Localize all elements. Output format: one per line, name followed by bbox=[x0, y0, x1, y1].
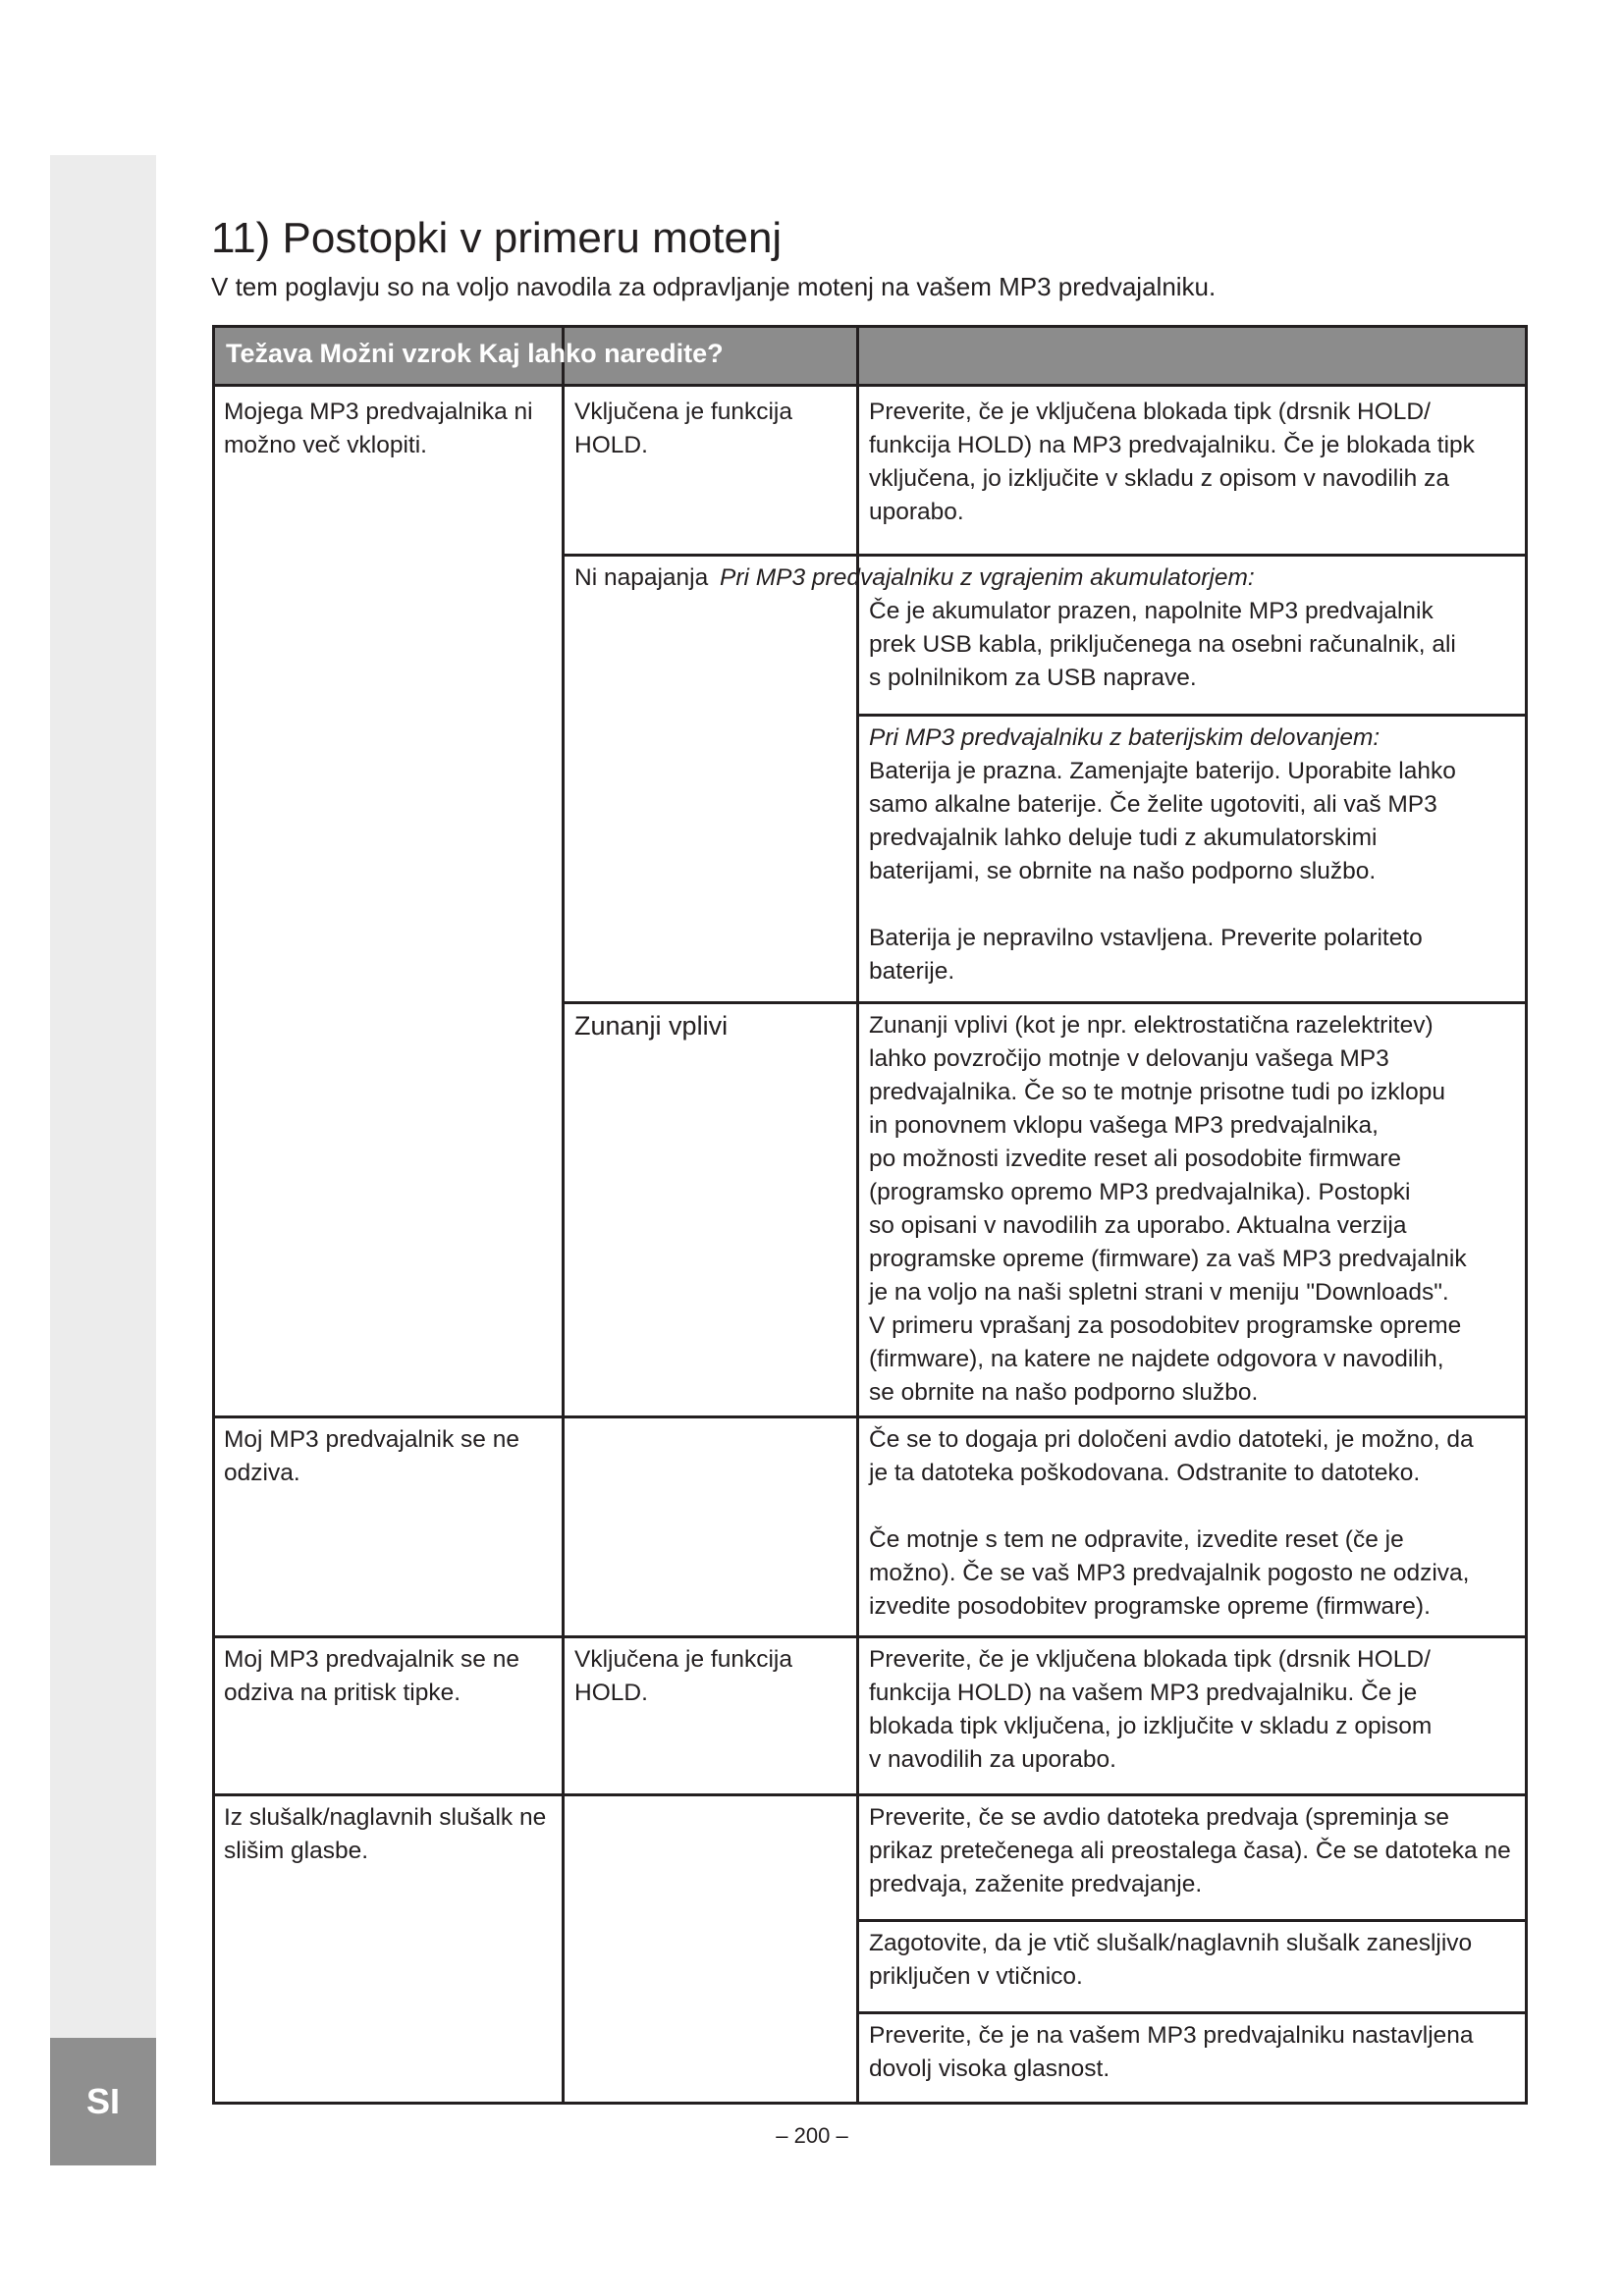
problem-cell: Iz slušalk/naglavnih slušalk ne slišim glasbe. bbox=[224, 1804, 547, 1864]
solution-cell: Preverite, če je vključena blokada tipk (drsnik HOLD/ funkcija HOLD) na MP3 predvajalniku. Če je blokada tipk vključena, jo izključite v skladu z opisom v navodilih za uporabo. bbox=[869, 399, 1475, 525]
grid-line bbox=[212, 325, 1528, 328]
grid-line bbox=[562, 554, 1528, 557]
solution-cell: Pri MP3 predvajalniku z baterijskim delovanjem: Baterija je prazna. Zamenjajte baterijo. Uporabite lahko samo alkalne baterije. Če želite ugotoviti, ali vaš MP3 predvajalnik lahko deluje tudi z akumulatorskimi baterijami, se obrnite na našo podporno službo. Baterija je nepravilno vstavljena. Preverite polariteto baterije. bbox=[869, 721, 1522, 988]
solution-cell: Preverite, če je vključena blokada tipk (drsnik HOLD/ funkcija HOLD) na vašem MP3 predvajalniku. Če je blokada tipk vključena, jo izključite v skladu z opisom v navodilih za uporabo. bbox=[869, 1646, 1433, 1773]
cause-cell: Zunanji vplivi bbox=[574, 1011, 729, 1041]
side-margin-bar bbox=[50, 155, 156, 2038]
solution-heading: Pri MP3 predvajalniku z vgrajenim akumulatorjem: bbox=[720, 564, 1255, 591]
problem-cell: Mojega MP3 predvajalnika ni možno več vklopiti. bbox=[224, 399, 533, 458]
grid-line bbox=[562, 325, 565, 2105]
grid-line bbox=[212, 384, 1528, 387]
problem-cell: Moj MP3 predvajalnik se ne odziva. bbox=[224, 1426, 519, 1486]
grid-line bbox=[212, 2102, 1528, 2105]
troubleshooting-table bbox=[212, 325, 1528, 2105]
cause-cell: Vključena je funkcija HOLD. bbox=[574, 399, 792, 458]
solution-cell: Zagotovite, da je vtič slušalk/naglavnih slušalk zanesljivo priključen v vtičnico. bbox=[869, 1930, 1473, 1990]
page-number: – 200 – bbox=[776, 2123, 848, 2148]
solution-cell: Če je akumulator prazen, napolnite MP3 predvajalnik prek USB kabla, priključenega na osebni računalnik, ali s polnilnikom za USB naprave. bbox=[869, 598, 1456, 691]
solution-cell: Preverite, če je na vašem MP3 predvajalniku nastavljena dovolj visoka glasnost. bbox=[869, 2022, 1474, 2082]
cause-cell: Ni napajanja bbox=[574, 564, 709, 591]
grid-line bbox=[212, 1635, 1528, 1638]
section-title: 11) Postopki v primeru motenj bbox=[211, 214, 783, 262]
grid-line bbox=[562, 1001, 1528, 1004]
language-tab: SI bbox=[50, 2038, 156, 2165]
grid-line bbox=[856, 714, 1528, 717]
section-intro: V tem poglavju so na voljo navodila za odpravljanje motenj na vašem MP3 predvajalniku. bbox=[211, 272, 1217, 301]
grid-line bbox=[856, 2011, 1528, 2014]
grid-line bbox=[212, 1793, 1528, 1796]
solution-cell: Če se to dogaja pri določeni avdio datoteki, je možno, da je ta datoteka poškodovana. Odstranite to datoteko. Če motnje s tem ne odpravite, izvedite reset (če je možno). Če se vaš MP3 predvajalnik pogosto ne odziva, izvedite posodobitev programske opreme (firmware). bbox=[869, 1426, 1474, 1620]
solution-cell: Preverite, če se avdio datoteka predvaja (spreminja se prikaz pretečenega ali preostalega časa). Če se datoteka ne predvaja, zaženite predvajanje. bbox=[869, 1804, 1511, 1897]
solution-cell: Zunanji vplivi (kot je npr. elektrostatična razelektritev) lahko povzročijo motnje v delovanju vašega MP3 predvajalnika. Če so te motnje prisotne tudi po izklopu in ponovnem vklopu vašega MP3 predvajalnika, po možnosti izvedite reset ali posodobite firmware (programsko opremo MP3 predvajalnika). Postopki so opisani v navodilih za uporabo. Aktualna verzija programske opreme (firmware) za vaš MP3 predvajalnik je na voljo na naši spletni strani v meniju "Downloads". V primeru vprašanj za posodobitev programske opreme (firmware), na katere ne najdete odgovora v navodilih, se obrnite na našo podporno službo. bbox=[869, 1012, 1467, 1406]
grid-line bbox=[212, 1415, 1528, 1418]
grid-line bbox=[1525, 325, 1528, 2105]
table-header-text: Težava Možni vzrok Kaj lahko naredite? bbox=[226, 339, 724, 368]
grid-line bbox=[212, 325, 215, 2105]
problem-cell: Moj MP3 predvajalnik se ne odziva na pritisk tipke. bbox=[224, 1646, 519, 1706]
grid-line bbox=[856, 1919, 1528, 1922]
solution-heading: Pri MP3 predvajalniku z baterijskim delovanjem: bbox=[869, 724, 1380, 751]
cause-cell: Vključena je funkcija HOLD. bbox=[574, 1646, 792, 1706]
